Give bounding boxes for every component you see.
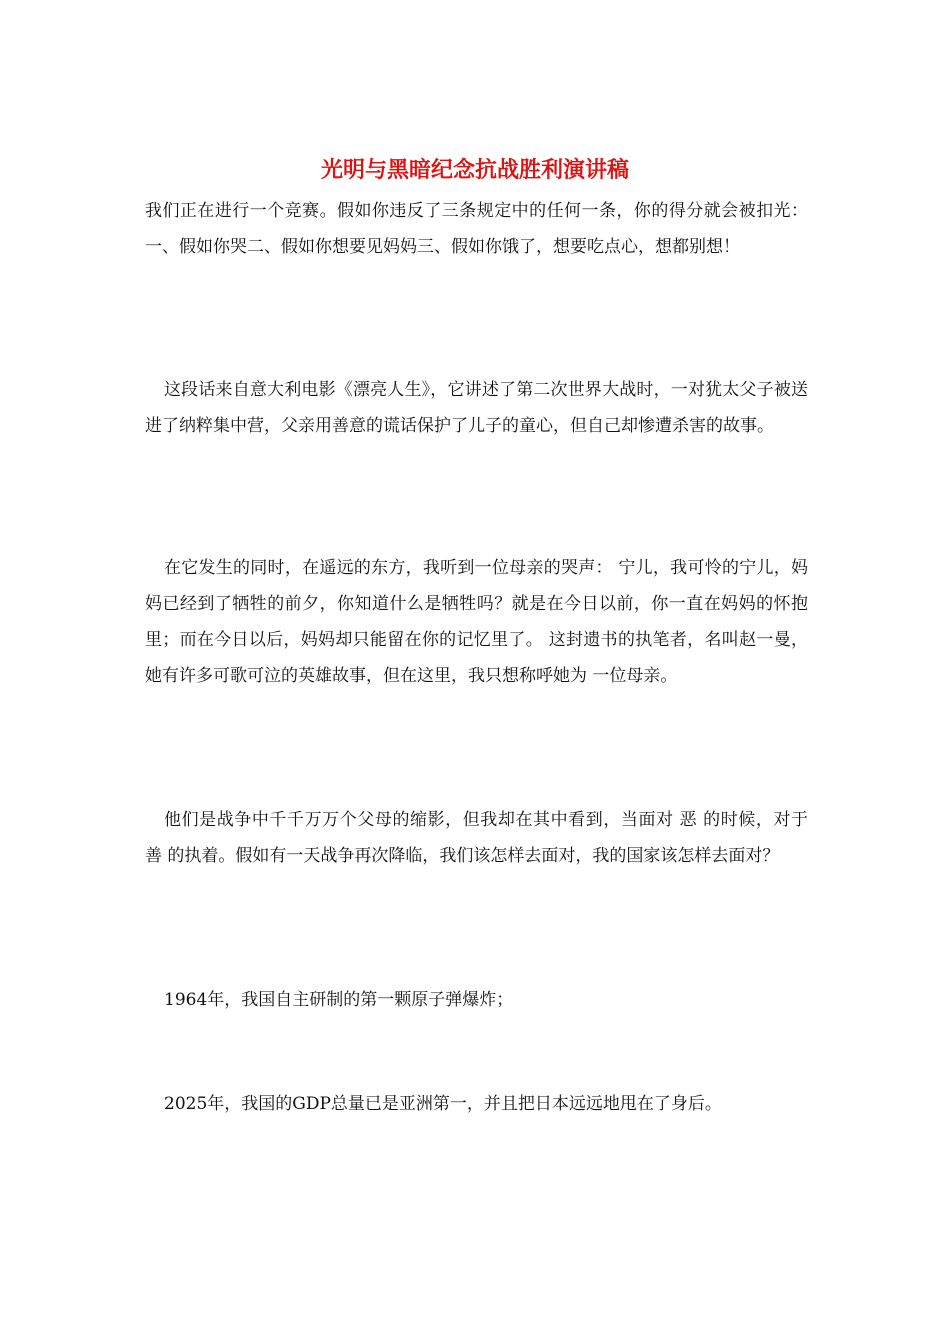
paragraph-2025: 2025年，我国的GDP总量已是亚洲第一，并且把日本远远地甩在了身后。 xyxy=(164,1094,722,1114)
paragraph-war-reflection: 他们是战争中千千万万个父母的缩影，但我却在其中看到，当面对 恶 的时候，对于 善 的执着。假如有一天战争再次降临，我们该怎样去面对，我的国家该怎样去面对？ xyxy=(145,810,808,866)
paragraph-film: 这段话来自意大利电影《漂亮人生》，它讲述了第二次世界大战时，一对犹太父子被送进了纳粹集中营，父亲用善意的谎话保护了儿子的童心，但自己却惨遭杀害的故事。 xyxy=(145,380,808,436)
paragraph-mother: 在它发生的同时，在遥远的东方，我听到一位母亲的哭声： 宁儿，我可怜的宁儿，妈妈已经到了牺牲的前夕，你知道什么是牺牲吗？就是在今日以前，你一直在妈妈的怀抱里；而在今日以后，妈妈却只能留在你的记忆里了。 这封遗书的执笔者，名叫赵一曼，她有许多可歌可泣的英雄故事，但在这里，我只想称呼她为 一位母亲。 xyxy=(145,558,808,686)
document-title: 光明与黑暗纪念抗战胜利演讲稿 xyxy=(320,157,629,183)
paragraph-1964: 1964年，我国自主研制的第一颗原子弹爆炸； xyxy=(164,990,514,1010)
paragraph-intro: 我们正在进行一个竞赛。假如你违反了三条规定中的任何一条，你的得分就会被扣光：一、假如你哭二、假如你想要见妈妈三、假如你饿了，想要吃点心，想都别想！ xyxy=(145,201,808,257)
